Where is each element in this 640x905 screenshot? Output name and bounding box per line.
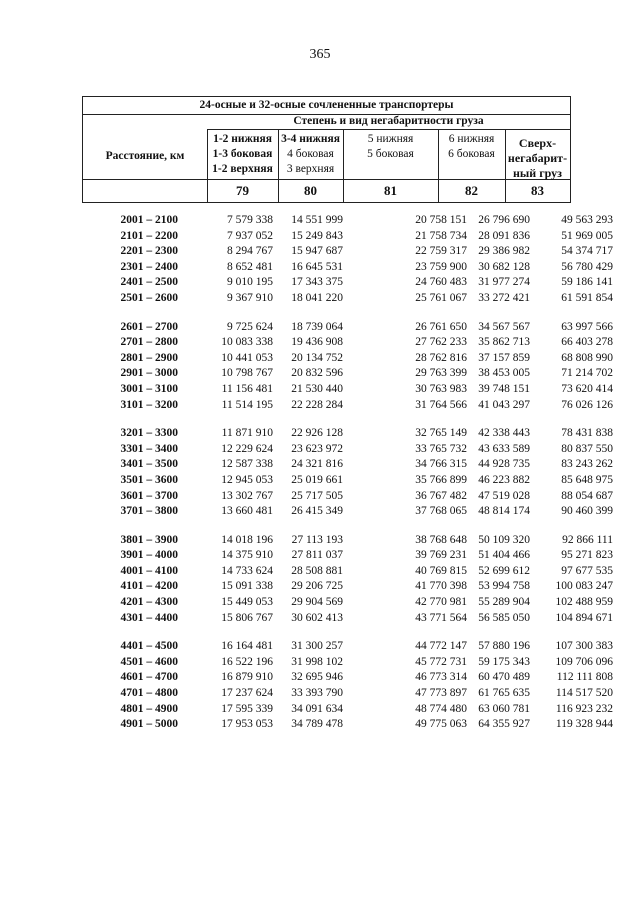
table-row <box>0 579 640 595</box>
value-cell-83: 92 866 111 <box>562 533 613 546</box>
table-row <box>0 611 640 627</box>
table-row <box>0 320 640 336</box>
value-cell-83: 51 969 005 <box>561 229 613 242</box>
table-row <box>0 595 640 611</box>
value-cell-82: 47 519 028 <box>478 489 530 502</box>
value-cell-80: 21 530 440 <box>291 382 343 395</box>
column-83-header: Сверх- негабарит- ный груз <box>507 136 568 180</box>
value-cell-83: 49 563 293 <box>561 214 613 226</box>
distance-range-cell: 4301 – 4400 <box>120 611 178 624</box>
distance-range-cell: 2901 – 3000 <box>120 367 178 380</box>
value-cell-79: 14 375 910 <box>221 549 273 562</box>
value-cell-79: 17 237 624 <box>221 687 273 700</box>
value-cell-79: 9 010 195 <box>227 276 273 289</box>
table-row <box>0 473 640 489</box>
distance-range-cell: 4401 – 4500 <box>120 640 178 653</box>
value-cell-80: 34 091 634 <box>291 702 343 715</box>
table-row <box>0 426 640 442</box>
value-cell-79: 12 945 053 <box>221 473 273 486</box>
value-cell-82: 35 862 713 <box>478 336 530 349</box>
value-cell-83: 68 808 990 <box>561 351 613 364</box>
value-cell-82: 50 109 320 <box>478 533 530 546</box>
value-cell-82: 52 699 612 <box>478 564 530 577</box>
value-cell-81: 38 768 648 <box>415 533 467 546</box>
value-cell-79: 7 937 052 <box>227 229 273 242</box>
value-cell-79: 14 018 196 <box>221 533 273 546</box>
value-cell-83: 83 243 262 <box>561 458 613 471</box>
table-row <box>0 457 640 473</box>
value-cell-79: 11 871 910 <box>221 427 273 440</box>
distance-range-cell: 2101 – 2200 <box>120 229 178 242</box>
value-cell-81: 48 774 480 <box>415 702 467 715</box>
value-cell-80: 25 717 505 <box>291 489 343 502</box>
value-cell-82: 28 091 836 <box>478 229 530 242</box>
value-cell-83: 88 054 687 <box>561 489 613 502</box>
value-cell-80: 25 019 661 <box>291 473 343 486</box>
table-row <box>0 533 640 549</box>
value-cell-82: 53 994 758 <box>478 580 530 593</box>
distance-range-cell: 4601 – 4700 <box>120 671 178 684</box>
column-82-header: 6 нижняя 6 боковая <box>448 133 495 160</box>
value-cell-80: 18 739 064 <box>291 320 343 333</box>
value-cell-82: 43 633 589 <box>478 442 530 455</box>
value-cell-81: 35 766 899 <box>415 473 467 486</box>
value-cell-80: 23 623 972 <box>291 442 343 455</box>
row-group <box>0 320 640 414</box>
value-cell-82: 61 765 635 <box>478 687 530 700</box>
distance-range-cell: 3901 – 4000 <box>120 549 178 562</box>
value-cell-81: 23 759 900 <box>415 260 467 273</box>
distance-header: Расстояние, км <box>105 150 185 162</box>
distance-range-cell: 3601 – 3700 <box>120 489 178 502</box>
table-row <box>0 335 640 351</box>
table-row <box>0 548 640 564</box>
column-79-number: 79 <box>236 183 249 198</box>
value-cell-83: 95 271 823 <box>561 549 613 562</box>
value-cell-81: 29 763 399 <box>415 367 467 380</box>
value-cell-83: 56 780 429 <box>561 260 613 273</box>
value-cell-82: 59 175 343 <box>478 655 530 668</box>
value-cell-83: 85 648 975 <box>561 473 613 486</box>
value-cell-80: 32 695 946 <box>291 671 343 684</box>
table-row <box>0 244 640 260</box>
table-row <box>0 442 640 458</box>
value-cell-80: 24 321 816 <box>291 458 343 471</box>
column-80-number: 80 <box>304 183 317 198</box>
value-cell-82: 48 814 174 <box>478 505 530 518</box>
value-cell-81: 22 759 317 <box>415 245 467 258</box>
value-cell-79: 15 806 767 <box>221 611 273 624</box>
value-cell-79: 10 083 338 <box>221 336 273 349</box>
row-group <box>0 213 640 307</box>
value-cell-80: 22 228 284 <box>291 398 343 411</box>
table-row <box>0 291 640 307</box>
value-cell-83: 112 111 808 <box>556 671 613 684</box>
distance-range-cell: 3701 – 3800 <box>120 505 178 518</box>
column-79-header: 1-2 нижняя 1-3 боковая 1-2 верхняя <box>212 133 273 175</box>
value-cell-83: 80 837 550 <box>561 442 613 455</box>
value-cell-81: 37 768 065 <box>415 505 467 518</box>
distance-range-cell: 4101 – 4200 <box>120 580 178 593</box>
value-cell-82: 56 585 050 <box>478 611 530 624</box>
value-cell-79: 8 652 481 <box>227 260 273 273</box>
value-cell-79: 16 879 910 <box>221 671 273 684</box>
value-cell-80: 15 249 843 <box>291 229 343 242</box>
value-cell-82: 31 977 274 <box>478 276 530 289</box>
value-cell-80: 29 904 569 <box>291 596 343 609</box>
table-row <box>0 229 640 245</box>
value-cell-82: 64 355 927 <box>478 718 530 731</box>
row-group <box>0 426 640 520</box>
value-cell-80: 26 415 349 <box>291 505 343 518</box>
value-cell-81: 26 761 650 <box>415 320 467 333</box>
value-cell-79: 8 294 767 <box>227 245 273 258</box>
table-row <box>0 564 640 580</box>
distance-range-cell: 3001 – 3100 <box>120 382 178 395</box>
value-cell-81: 20 758 151 <box>415 214 467 226</box>
row-group <box>0 533 640 627</box>
distance-range-cell: 3401 – 3500 <box>120 458 178 471</box>
value-cell-80: 30 602 413 <box>291 611 343 624</box>
value-cell-81: 31 764 566 <box>415 398 467 411</box>
table-body <box>0 213 640 746</box>
header-rule <box>83 179 570 180</box>
value-cell-82: 39 748 151 <box>478 382 530 395</box>
value-cell-79: 7 579 338 <box>227 214 273 226</box>
value-cell-82: 29 386 982 <box>478 245 530 258</box>
table-row <box>0 275 640 291</box>
value-cell-80: 15 947 687 <box>291 245 343 258</box>
value-cell-79: 9 367 910 <box>227 291 273 304</box>
distance-range-cell: 3501 – 3600 <box>120 473 178 486</box>
value-cell-79: 13 302 767 <box>221 489 273 502</box>
value-cell-81: 44 772 147 <box>415 640 467 653</box>
value-cell-80: 14 551 999 <box>291 214 343 226</box>
value-cell-82: 33 272 421 <box>478 291 530 304</box>
distance-range-cell: 2701 – 2800 <box>120 336 178 349</box>
value-cell-81: 32 765 149 <box>415 427 467 440</box>
value-cell-82: 38 453 005 <box>478 367 530 380</box>
distance-range-cell: 2001 – 2100 <box>120 214 178 226</box>
value-cell-79: 10 798 767 <box>221 367 273 380</box>
table-row <box>0 639 640 655</box>
value-cell-82: 46 223 882 <box>478 473 530 486</box>
value-cell-79: 12 229 624 <box>221 442 273 455</box>
value-cell-79: 15 091 338 <box>221 580 273 593</box>
value-cell-81: 21 758 734 <box>415 229 467 242</box>
value-cell-83: 104 894 671 <box>555 611 613 624</box>
value-cell-79: 10 441 053 <box>221 351 273 364</box>
table-row <box>0 382 640 398</box>
table-row <box>0 366 640 382</box>
value-cell-81: 45 772 731 <box>415 655 467 668</box>
value-cell-83: 71 214 702 <box>561 367 613 380</box>
distance-range-cell: 4901 – 5000 <box>120 718 178 731</box>
distance-range-cell: 2401 – 2500 <box>120 276 178 289</box>
table-row <box>0 655 640 671</box>
value-cell-80: 22 926 128 <box>291 427 343 440</box>
value-cell-83: 61 591 854 <box>561 291 613 304</box>
value-cell-79: 17 595 339 <box>221 702 273 715</box>
value-cell-79: 15 449 053 <box>221 596 273 609</box>
value-cell-81: 34 766 315 <box>415 458 467 471</box>
value-cell-79: 11 514 195 <box>221 398 273 411</box>
distance-range-cell: 4201 – 4300 <box>120 596 178 609</box>
value-cell-83: 54 374 717 <box>561 245 613 258</box>
table-header <box>82 96 571 203</box>
table-row <box>0 489 640 505</box>
value-cell-82: 42 338 443 <box>478 427 530 440</box>
column-81-number: 81 <box>384 183 397 198</box>
value-cell-80: 31 998 102 <box>291 655 343 668</box>
table-row <box>0 260 640 276</box>
distance-range-cell: 2201 – 2300 <box>120 245 178 258</box>
value-cell-81: 49 775 063 <box>415 718 467 731</box>
value-cell-83: 76 026 126 <box>561 398 613 411</box>
value-cell-80: 20 832 596 <box>291 367 343 380</box>
value-cell-79: 12 587 338 <box>221 458 273 471</box>
table-row <box>0 504 640 520</box>
value-cell-80: 33 393 790 <box>291 687 343 700</box>
value-cell-79: 11 156 481 <box>221 382 273 395</box>
value-cell-80: 29 206 725 <box>291 580 343 593</box>
distance-range-cell: 4801 – 4900 <box>120 702 178 715</box>
value-cell-79: 14 733 624 <box>221 564 273 577</box>
distance-range-cell: 4001 – 4100 <box>120 564 178 577</box>
value-cell-83: 109 706 096 <box>555 655 613 668</box>
value-cell-83: 97 677 535 <box>561 564 613 577</box>
value-cell-81: 39 769 231 <box>415 549 467 562</box>
value-cell-80: 31 300 257 <box>291 640 343 653</box>
value-cell-80: 18 041 220 <box>291 291 343 304</box>
value-cell-83: 107 300 383 <box>555 640 613 653</box>
value-cell-83: 114 517 520 <box>555 687 613 700</box>
table-row <box>0 351 640 367</box>
value-cell-81: 27 762 233 <box>415 336 467 349</box>
value-cell-83: 59 186 141 <box>561 276 613 289</box>
value-cell-82: 26 796 690 <box>478 214 530 226</box>
column-82-number: 82 <box>465 183 478 198</box>
column-81-header: 5 нижняя 5 боковая <box>367 133 414 160</box>
page-number: 365 <box>309 47 331 62</box>
value-cell-83: 66 403 278 <box>561 336 613 349</box>
table-row <box>0 398 640 414</box>
value-cell-82: 55 289 904 <box>478 596 530 609</box>
value-cell-83: 116 923 232 <box>555 702 613 715</box>
value-cell-82: 51 404 466 <box>478 549 530 562</box>
value-cell-81: 28 762 816 <box>415 351 467 364</box>
value-cell-81: 43 771 564 <box>415 611 467 624</box>
distance-range-cell: 2501 – 2600 <box>120 291 178 304</box>
value-cell-82: 34 567 567 <box>478 320 530 333</box>
value-cell-82: 30 682 128 <box>478 260 530 273</box>
distance-range-cell: 3201 – 3300 <box>120 427 178 440</box>
value-cell-82: 60 470 489 <box>478 671 530 684</box>
column-83-number: 83 <box>531 183 544 198</box>
value-cell-83: 119 328 944 <box>555 718 613 731</box>
value-cell-79: 9 725 624 <box>227 320 273 333</box>
table-row <box>0 702 640 718</box>
value-cell-79: 13 660 481 <box>221 505 273 518</box>
value-cell-81: 41 770 398 <box>415 580 467 593</box>
value-cell-83: 73 620 414 <box>561 382 613 395</box>
distance-range-cell: 2601 – 2700 <box>120 320 178 333</box>
value-cell-82: 44 928 735 <box>478 458 530 471</box>
value-cell-83: 78 431 838 <box>561 427 613 440</box>
value-cell-82: 57 880 196 <box>478 640 530 653</box>
table-row <box>0 670 640 686</box>
subheader: Степень и вид негабаритности груза <box>293 115 484 127</box>
distance-range-cell: 3801 – 3900 <box>120 533 178 546</box>
distance-range-cell: 3101 – 3200 <box>120 398 178 411</box>
distance-range-cell: 2801 – 2900 <box>120 351 178 364</box>
value-cell-80: 16 645 531 <box>291 260 343 273</box>
value-cell-81: 40 769 815 <box>415 564 467 577</box>
value-cell-80: 27 113 193 <box>291 533 343 546</box>
value-cell-82: 63 060 781 <box>478 702 530 715</box>
value-cell-83: 63 997 566 <box>561 320 613 333</box>
value-cell-79: 17 953 053 <box>221 718 273 731</box>
value-cell-83: 102 488 959 <box>555 596 613 609</box>
value-cell-82: 37 157 859 <box>478 351 530 364</box>
value-cell-81: 47 773 897 <box>415 687 467 700</box>
value-cell-80: 19 436 908 <box>291 336 343 349</box>
value-cell-81: 24 760 483 <box>415 276 467 289</box>
distance-range-cell: 4701 – 4800 <box>120 687 178 700</box>
value-cell-83: 100 083 247 <box>555 580 613 593</box>
value-cell-79: 16 164 481 <box>221 640 273 653</box>
header-rule <box>207 129 570 130</box>
value-cell-83: 90 460 399 <box>561 505 613 518</box>
distance-range-cell: 3301 – 3400 <box>120 442 178 455</box>
value-cell-81: 25 761 067 <box>415 291 467 304</box>
value-cell-80: 28 508 881 <box>291 564 343 577</box>
distance-range-cell: 4501 – 4600 <box>120 655 178 668</box>
value-cell-81: 33 765 732 <box>415 442 467 455</box>
table-row <box>0 213 640 229</box>
distance-range-cell: 2301 – 2400 <box>120 260 178 273</box>
value-cell-80: 20 134 752 <box>291 351 343 364</box>
column-80-header: 3-4 нижняя 4 боковая 3 верхняя <box>281 133 340 175</box>
value-cell-80: 17 343 375 <box>291 276 343 289</box>
value-cell-82: 41 043 297 <box>478 398 530 411</box>
value-cell-81: 42 770 981 <box>415 596 467 609</box>
row-group <box>0 639 640 733</box>
value-cell-79: 16 522 196 <box>221 655 273 668</box>
table-row <box>0 717 640 733</box>
table-title: 24-осные и 32-осные сочлененные транспортеры <box>199 99 454 111</box>
value-cell-81: 30 763 983 <box>415 382 467 395</box>
value-cell-81: 46 773 314 <box>415 671 467 684</box>
value-cell-80: 34 789 478 <box>291 718 343 731</box>
value-cell-81: 36 767 482 <box>415 489 467 502</box>
value-cell-80: 27 811 037 <box>291 549 343 562</box>
table-row <box>0 686 640 702</box>
